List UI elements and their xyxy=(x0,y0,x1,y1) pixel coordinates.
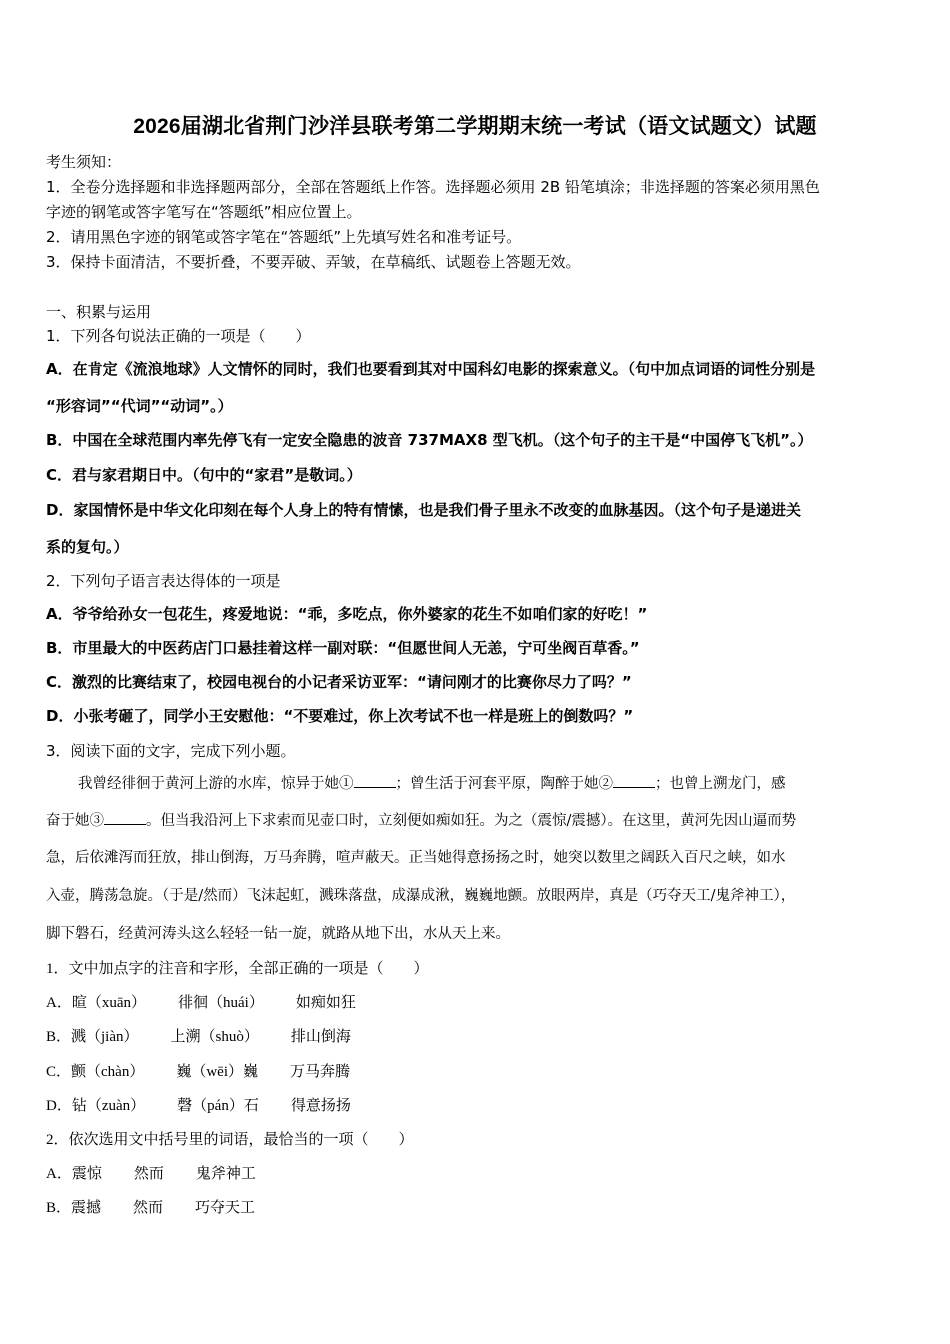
option-part: C．颤（chàn） xyxy=(46,1064,145,1080)
option-part: 得意扬扬 xyxy=(290,1098,351,1114)
sub1-option-d xyxy=(46,1096,912,1116)
q2-option-a: A．爷爷给孙女一包花生，疼爱地说：“乖，多吃点，你外婆家的花生不如咱们家的好吃！” xyxy=(46,605,648,623)
q1-option-b: B．中国在全球范围内率先停飞有一定安全隐患的波音 737MAX8 型飞机。（这个句子的主干是“中国停飞飞机”。） xyxy=(46,431,813,449)
passage-text: 奋于她③ xyxy=(46,813,104,829)
notice-heading: 考生须知： xyxy=(46,153,122,171)
passage-text: 。但当我沿河上下求索而见壶口时，立刻便如痴如狂。为之（震惊/震撼）。在这里，黄河先因山逼而势 xyxy=(146,813,797,829)
q2-option-b: B．市里最大的中医药店门口悬挂着这样一副对联：“但愿世间人无恙，宁可坐阀百草香。” xyxy=(46,639,640,657)
q2-option-c: C．激烈的比赛结束了，校园电视台的小记者采访亚军：“请问刚才的比赛你尽力了吗？” xyxy=(46,673,632,691)
q1-option-d-cont: 系的复句。） xyxy=(46,538,129,556)
option-part: A．暄（xuān） xyxy=(46,995,146,1011)
sub2-option-b xyxy=(46,1198,912,1218)
passage-text: ；曾生活于河套平原，陶醉于她② xyxy=(395,776,613,792)
q1-option-c: C．君与家君期日中。（句中的“家君”是敬词。） xyxy=(46,466,362,484)
q3-stem: 3．阅读下面的文字，完成下列小题。 xyxy=(46,742,296,760)
passage-line-5: 脚下磐石，经黄河涛头这么轻轻一钻一旋，就路从地下出，水从天上来。 xyxy=(46,926,510,942)
passage-line-4: 入壶，腾荡急旋。（于是/然而）飞沫起虹，溅珠落盘，成瀑成湫，巍巍地颤。放眼两岸，真是（巧夺天工/鬼斧神工）， xyxy=(46,888,796,904)
option-part: A．震惊 xyxy=(46,1166,102,1182)
option-part: 如痴如狂 xyxy=(295,995,356,1011)
passage-text: 我曾经徘徊于黄河上游的水库，惊异于她① xyxy=(78,776,354,792)
notice-item-2: 2．请用黑色字迹的钢笔或答字笔在“答题纸”上先填写姓名和准考证号。 xyxy=(46,228,522,246)
notice-item-3: 3．保持卡面清洁，不要折叠，不要弄破、弄皱，在草稿纸、试题卷上答题无效。 xyxy=(46,253,581,271)
option-part: 巍（wēi）巍 xyxy=(176,1064,258,1080)
option-part: 然而 xyxy=(133,1200,164,1216)
sub2-option-a xyxy=(46,1164,912,1184)
q2-option-d: D．小张考砸了，同学小王安慰他：“不要难过，你上次考试不也一样是班上的倒数吗？” xyxy=(46,707,634,725)
blank-3 xyxy=(104,810,146,825)
sub1-option-c xyxy=(46,1062,912,1082)
option-part: 万马奔腾 xyxy=(290,1064,351,1080)
option-part: 徘徊（huái） xyxy=(178,995,264,1011)
passage-text: ；也曾上溯龙门，感 xyxy=(655,776,786,792)
q1-option-d: D．家国情怀是中华文化印刻在每个人身上的特有情愫，也是我们骨子里永不改变的血脉基因。（这个句子是递进关 xyxy=(46,501,801,519)
sub1-stem: 1．文中加点字的注音和字形，全部正确的一项是（ ） xyxy=(46,961,429,977)
section-heading: 一、积累与运用 xyxy=(46,303,152,321)
option-part: 然而 xyxy=(133,1166,164,1182)
option-part: B．溅（jiàn） xyxy=(46,1029,139,1045)
passage-line-2 xyxy=(46,810,912,831)
option-part: 磬（pán）石 xyxy=(177,1098,259,1114)
q1-option-a: A．在肯定《流浪地球》人文情怀的同时，我们也要看到其对中国科幻电影的探索意义。（句中加点词语的词性分别是 xyxy=(46,360,816,378)
option-part: D．钻（zuàn） xyxy=(46,1098,146,1114)
page-title: 2026届湖北省荆门沙洋县联考第二学期期末统一考试（语文试题文）试题 xyxy=(133,115,817,138)
passage-line-1 xyxy=(78,773,912,794)
option-part: 鬼斧神工 xyxy=(195,1166,256,1182)
option-part: 上溯（shuò） xyxy=(170,1029,259,1045)
sub1-option-b xyxy=(46,1027,912,1047)
sub2-stem: 2．依次选用文中括号里的词语，最恰当的一项（ ） xyxy=(46,1132,414,1148)
blank-1 xyxy=(354,773,396,788)
passage-line-3: 急，后依滩泻而狂放，排山倒海，万马奔腾，喧声蔽天。正当她得意扬扬之时，她突以数里之阔跃入百尺之峡，如水 xyxy=(46,850,786,866)
notice-item-1-cont: 字迹的钢笔或答字笔写在“答题纸”相应位置上。 xyxy=(46,203,362,221)
option-part: 排山倒海 xyxy=(290,1029,351,1045)
q1-stem: 1．下列各句说法正确的一项是（ ） xyxy=(46,327,311,345)
sub1-option-a xyxy=(46,993,912,1013)
blank-2 xyxy=(613,773,655,788)
option-part: 巧夺天工 xyxy=(195,1200,256,1216)
notice-item-1: 1．全卷分选择题和非选择题两部分，全部在答题纸上作答。选择题必须用 2B 铅笔填涂；非选择题的答案必须用黑色 xyxy=(46,178,820,196)
q2-stem: 2．下列句子语言表达得体的一项是 xyxy=(46,572,281,590)
q1-option-a-cont: “形容词”“代词”“动词”。） xyxy=(46,397,233,415)
option-part: B．震撼 xyxy=(46,1200,102,1216)
